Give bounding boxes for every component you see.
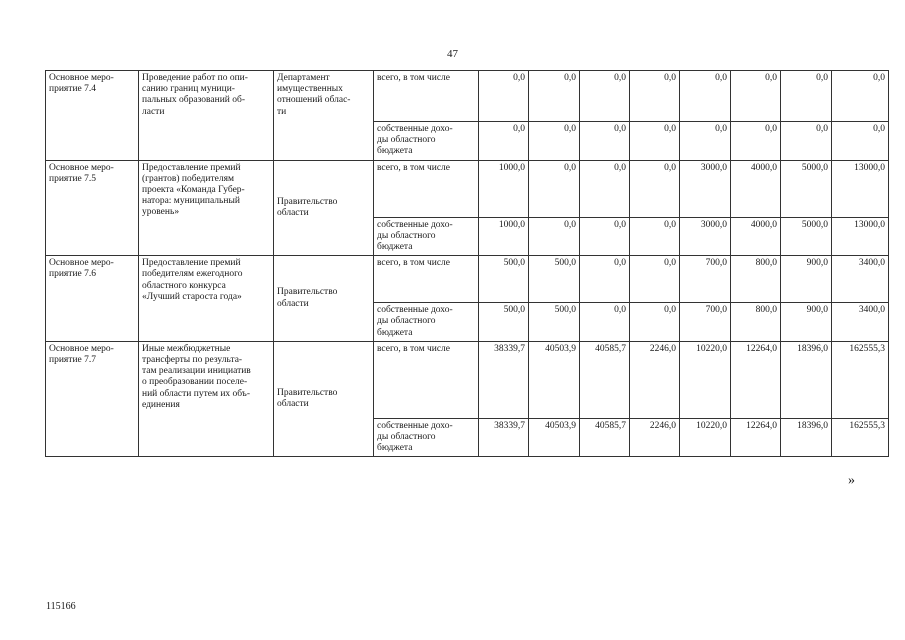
amount-cell: 1000,0 bbox=[479, 160, 529, 217]
amount-cell: 0,0 bbox=[630, 160, 680, 217]
funding-source-cell: всего, в том числе bbox=[374, 160, 479, 217]
funding-source-cell: всего, в том числе bbox=[374, 341, 479, 418]
funding-source-cell: всего, в том числе bbox=[374, 71, 479, 122]
measure-cell: Основное меро- приятие 7.4 bbox=[46, 71, 139, 161]
amount-cell: 700,0 bbox=[680, 256, 731, 303]
amount-cell: 3000,0 bbox=[680, 160, 731, 217]
amount-cell: 12264,0 bbox=[731, 341, 781, 418]
amount-cell: 4000,0 bbox=[731, 217, 781, 256]
executor-cell: Правительство области bbox=[274, 341, 374, 457]
amount-cell: 900,0 bbox=[781, 256, 832, 303]
measure-cell: Основное меро- приятие 7.7 bbox=[46, 341, 139, 457]
amount-cell: 0,0 bbox=[832, 71, 889, 122]
amount-cell: 0,0 bbox=[580, 217, 630, 256]
amount-cell: 0,0 bbox=[580, 256, 630, 303]
amount-cell: 38339,7 bbox=[479, 418, 529, 457]
amount-cell: 40585,7 bbox=[580, 341, 630, 418]
description-cell: Предоставление премий (грантов) победителям проекта «Команда Губер- натора: муниципальный уровень» bbox=[139, 160, 274, 256]
amount-cell: 0,0 bbox=[630, 303, 680, 342]
amount-cell: 0,0 bbox=[529, 217, 580, 256]
amount-cell: 0,0 bbox=[479, 122, 529, 161]
executor-cell: Правительство области bbox=[274, 256, 374, 342]
amount-cell: 0,0 bbox=[832, 122, 889, 161]
table-row bbox=[46, 256, 889, 303]
amount-cell: 0,0 bbox=[529, 122, 580, 161]
amount-cell: 162555,3 bbox=[832, 418, 889, 457]
amount-cell: 10220,0 bbox=[680, 341, 731, 418]
amount-cell: 0,0 bbox=[529, 160, 580, 217]
amount-cell: 700,0 bbox=[680, 303, 731, 342]
amount-cell: 0,0 bbox=[479, 71, 529, 122]
amount-cell: 500,0 bbox=[479, 256, 529, 303]
amount-cell: 0,0 bbox=[630, 122, 680, 161]
amount-cell: 13000,0 bbox=[832, 160, 889, 217]
description-cell: Проведение работ по опи- санию границ муници- пальных образований об- ласти bbox=[139, 71, 274, 161]
amount-cell: 38339,7 bbox=[479, 341, 529, 418]
amount-cell: 18396,0 bbox=[781, 341, 832, 418]
amount-cell: 18396,0 bbox=[781, 418, 832, 457]
amount-cell: 0,0 bbox=[580, 122, 630, 161]
amount-cell: 0,0 bbox=[580, 160, 630, 217]
amount-cell: 5000,0 bbox=[781, 160, 832, 217]
amount-cell: 0,0 bbox=[731, 122, 781, 161]
description-cell: Иные межбюджетные трансферты по результа- там реализации инициатив о преобразовании поселе- ний области путем их объ- единения bbox=[139, 341, 274, 457]
amount-cell: 0,0 bbox=[630, 217, 680, 256]
description-cell: Предоставление премий победителям ежегодного областного конкурса «Лучший староста года» bbox=[139, 256, 274, 342]
amount-cell: 0,0 bbox=[630, 256, 680, 303]
document-code: 115166 bbox=[46, 601, 76, 612]
closing-quote: » bbox=[848, 473, 855, 488]
amount-cell: 10220,0 bbox=[680, 418, 731, 457]
amount-cell: 0,0 bbox=[781, 71, 832, 122]
amount-cell: 0,0 bbox=[680, 122, 731, 161]
measure-cell: Основное меро- приятие 7.5 bbox=[46, 160, 139, 256]
amount-cell: 40503,9 bbox=[529, 418, 580, 457]
page-number: 47 bbox=[447, 48, 458, 60]
amount-cell: 3400,0 bbox=[832, 256, 889, 303]
amount-cell: 500,0 bbox=[529, 303, 580, 342]
amount-cell: 800,0 bbox=[731, 303, 781, 342]
amount-cell: 4000,0 bbox=[731, 160, 781, 217]
amount-cell: 40585,7 bbox=[580, 418, 630, 457]
table-row bbox=[46, 160, 889, 217]
funding-source-cell: собственные дохо- ды областного бюджета bbox=[374, 217, 479, 256]
amount-cell: 162555,3 bbox=[832, 341, 889, 418]
funding-source-cell: собственные дохо- ды областного бюджета bbox=[374, 122, 479, 161]
amount-cell: 5000,0 bbox=[781, 217, 832, 256]
amount-cell: 500,0 bbox=[479, 303, 529, 342]
funding-source-cell: всего, в том числе bbox=[374, 256, 479, 303]
amount-cell: 3400,0 bbox=[832, 303, 889, 342]
amount-cell: 500,0 bbox=[529, 256, 580, 303]
budget-table-body bbox=[46, 71, 889, 457]
amount-cell: 0,0 bbox=[580, 71, 630, 122]
amount-cell: 900,0 bbox=[781, 303, 832, 342]
amount-cell: 0,0 bbox=[529, 71, 580, 122]
table-row bbox=[46, 71, 889, 122]
funding-source-cell: собственные дохо- ды областного бюджета bbox=[374, 303, 479, 342]
amount-cell: 800,0 bbox=[731, 256, 781, 303]
amount-cell: 1000,0 bbox=[479, 217, 529, 256]
budget-table bbox=[45, 70, 889, 457]
amount-cell: 12264,0 bbox=[731, 418, 781, 457]
amount-cell: 2246,0 bbox=[630, 418, 680, 457]
table-row bbox=[46, 341, 889, 418]
amount-cell: 40503,9 bbox=[529, 341, 580, 418]
amount-cell: 13000,0 bbox=[832, 217, 889, 256]
amount-cell: 0,0 bbox=[630, 71, 680, 122]
measure-cell: Основное меро- приятие 7.6 bbox=[46, 256, 139, 342]
executor-cell: Департамент имущественных отношений облас- ти bbox=[274, 71, 374, 161]
amount-cell: 0,0 bbox=[680, 71, 731, 122]
amount-cell: 0,0 bbox=[781, 122, 832, 161]
amount-cell: 0,0 bbox=[731, 71, 781, 122]
funding-source-cell: собственные дохо- ды областного бюджета bbox=[374, 418, 479, 457]
executor-cell: Правительство области bbox=[274, 160, 374, 256]
amount-cell: 3000,0 bbox=[680, 217, 731, 256]
amount-cell: 0,0 bbox=[580, 303, 630, 342]
amount-cell: 2246,0 bbox=[630, 341, 680, 418]
